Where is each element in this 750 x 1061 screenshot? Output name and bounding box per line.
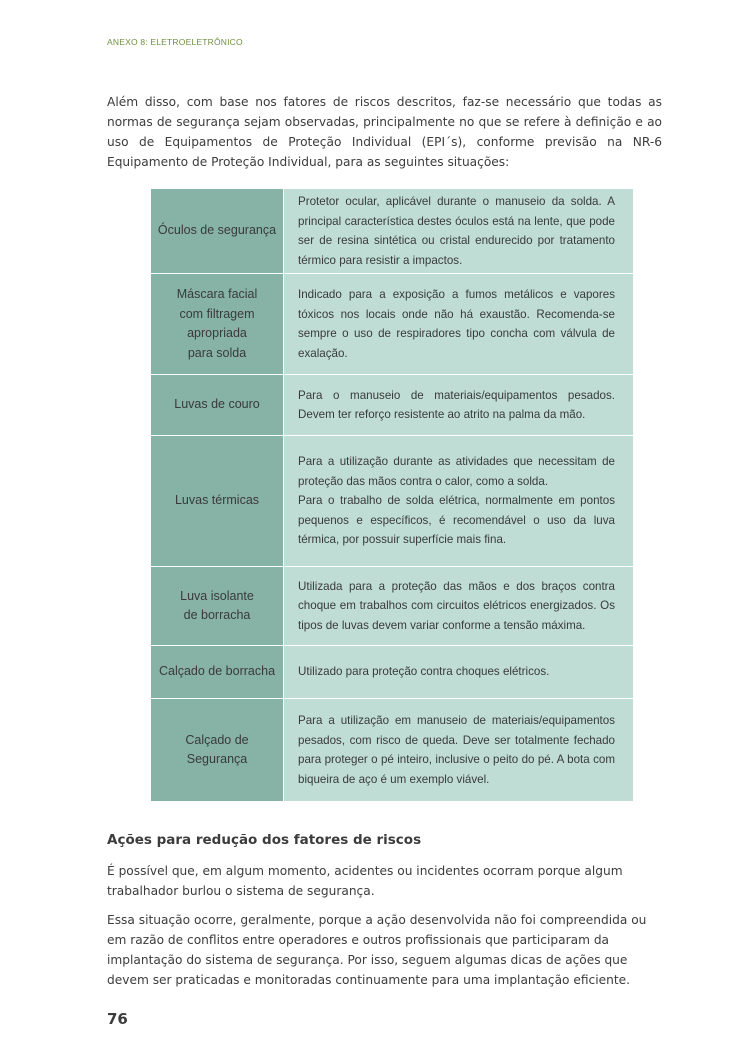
section-heading: Ações para redução dos fatores de riscos bbox=[107, 832, 422, 848]
epi-table bbox=[150, 188, 634, 802]
table-cell-item: Luvas de couro bbox=[151, 375, 284, 436]
table-cell-item: Luvas térmicas bbox=[151, 436, 284, 567]
table-row bbox=[151, 436, 634, 567]
table-cell-description: Para a utilização em manuseio de materiais/equipamentos pesados, com risco de queda. Deve ser totalmente fechado para proteger o pé inteiro, inclusive o peito do pé. A bota com biqueira de aço é um exemplo viável. bbox=[284, 699, 634, 802]
body-paragraph: É possível que, em algum momento, acidentes ou incidentes ocorram porque algum trabalhador burlou o sistema de segurança. bbox=[107, 864, 623, 898]
body-paragraph: Essa situação ocorre, geralmente, porque a ação desenvolvida não foi compreendida ou em razão de conflitos entre operadores e outros profissionais que participaram da implantação do sistema de segurança. Por isso, seguem algumas dicas de ações que devem ser praticadas e monitoradas continuamente para uma implantação eficiente. bbox=[107, 913, 647, 987]
table-cell-item: Calçado de borracha bbox=[151, 646, 284, 699]
table-cell-description: Para o manuseio de materiais/equipamentos pesados. Devem ter reforço resistente ao atrito na palma da mão. bbox=[284, 375, 634, 436]
table-cell-description: Indicado para a exposição a fumos metálicos e vapores tóxicos nos locais onde não há exaustão. Recomenda-se sempre o uso de respiradores tipo concha com válvula de exalação. bbox=[284, 274, 634, 375]
table-row bbox=[151, 274, 634, 375]
page-number: 76 bbox=[107, 1010, 128, 1028]
table-cell-description: Para a utilização durante as atividades que necessitam de proteção das mãos contra o calor, como a solda. Para o trabalho de solda elétrica, normalmente em pontos pequenos e específicos, é recomendável o uso da luva térmica, por possuir superfície mais fina. bbox=[284, 436, 634, 567]
table-cell-description: Utilizada para a proteção das mãos e dos braços contra choque em trabalhos com circuitos elétricos energizados. Os tipos de luvas devem variar conforme a tensão máxima. bbox=[284, 567, 634, 646]
table-row bbox=[151, 699, 634, 802]
table-cell-description: Utilizado para proteção contra choques elétricos. bbox=[284, 646, 634, 699]
table-cell-item: Calçado de Segurança bbox=[151, 699, 284, 802]
running-header: ANEXO 8: ELETROELETRÔNICO bbox=[107, 37, 243, 47]
table-cell-description: Protetor ocular, aplicável durante o manuseio da solda. A principal característica destes óculos está na lente, que pode ser de resina sintética ou cristal endurecido por tratamento térmico para resistir a impactos. bbox=[284, 189, 634, 274]
table-row bbox=[151, 375, 634, 436]
table-row bbox=[151, 189, 634, 274]
intro-paragraph: Além disso, com base nos fatores de riscos descritos, faz-se necessário que todas as normas de segurança sejam observadas, principalmente no que se refere à definição e ao uso de Equipamentos de Proteção Individual (EPI´s), conforme previsão na NR-6 Equipamento de Proteção Individual, para as seguintes situações: bbox=[107, 95, 662, 169]
table-cell-item: Óculos de segurança bbox=[151, 189, 284, 274]
table-row bbox=[151, 646, 634, 699]
table-row bbox=[151, 567, 634, 646]
table-cell-item: Luva isolante de borracha bbox=[151, 567, 284, 646]
table-cell-item: Máscara facial com filtragem apropriada para solda bbox=[151, 274, 284, 375]
